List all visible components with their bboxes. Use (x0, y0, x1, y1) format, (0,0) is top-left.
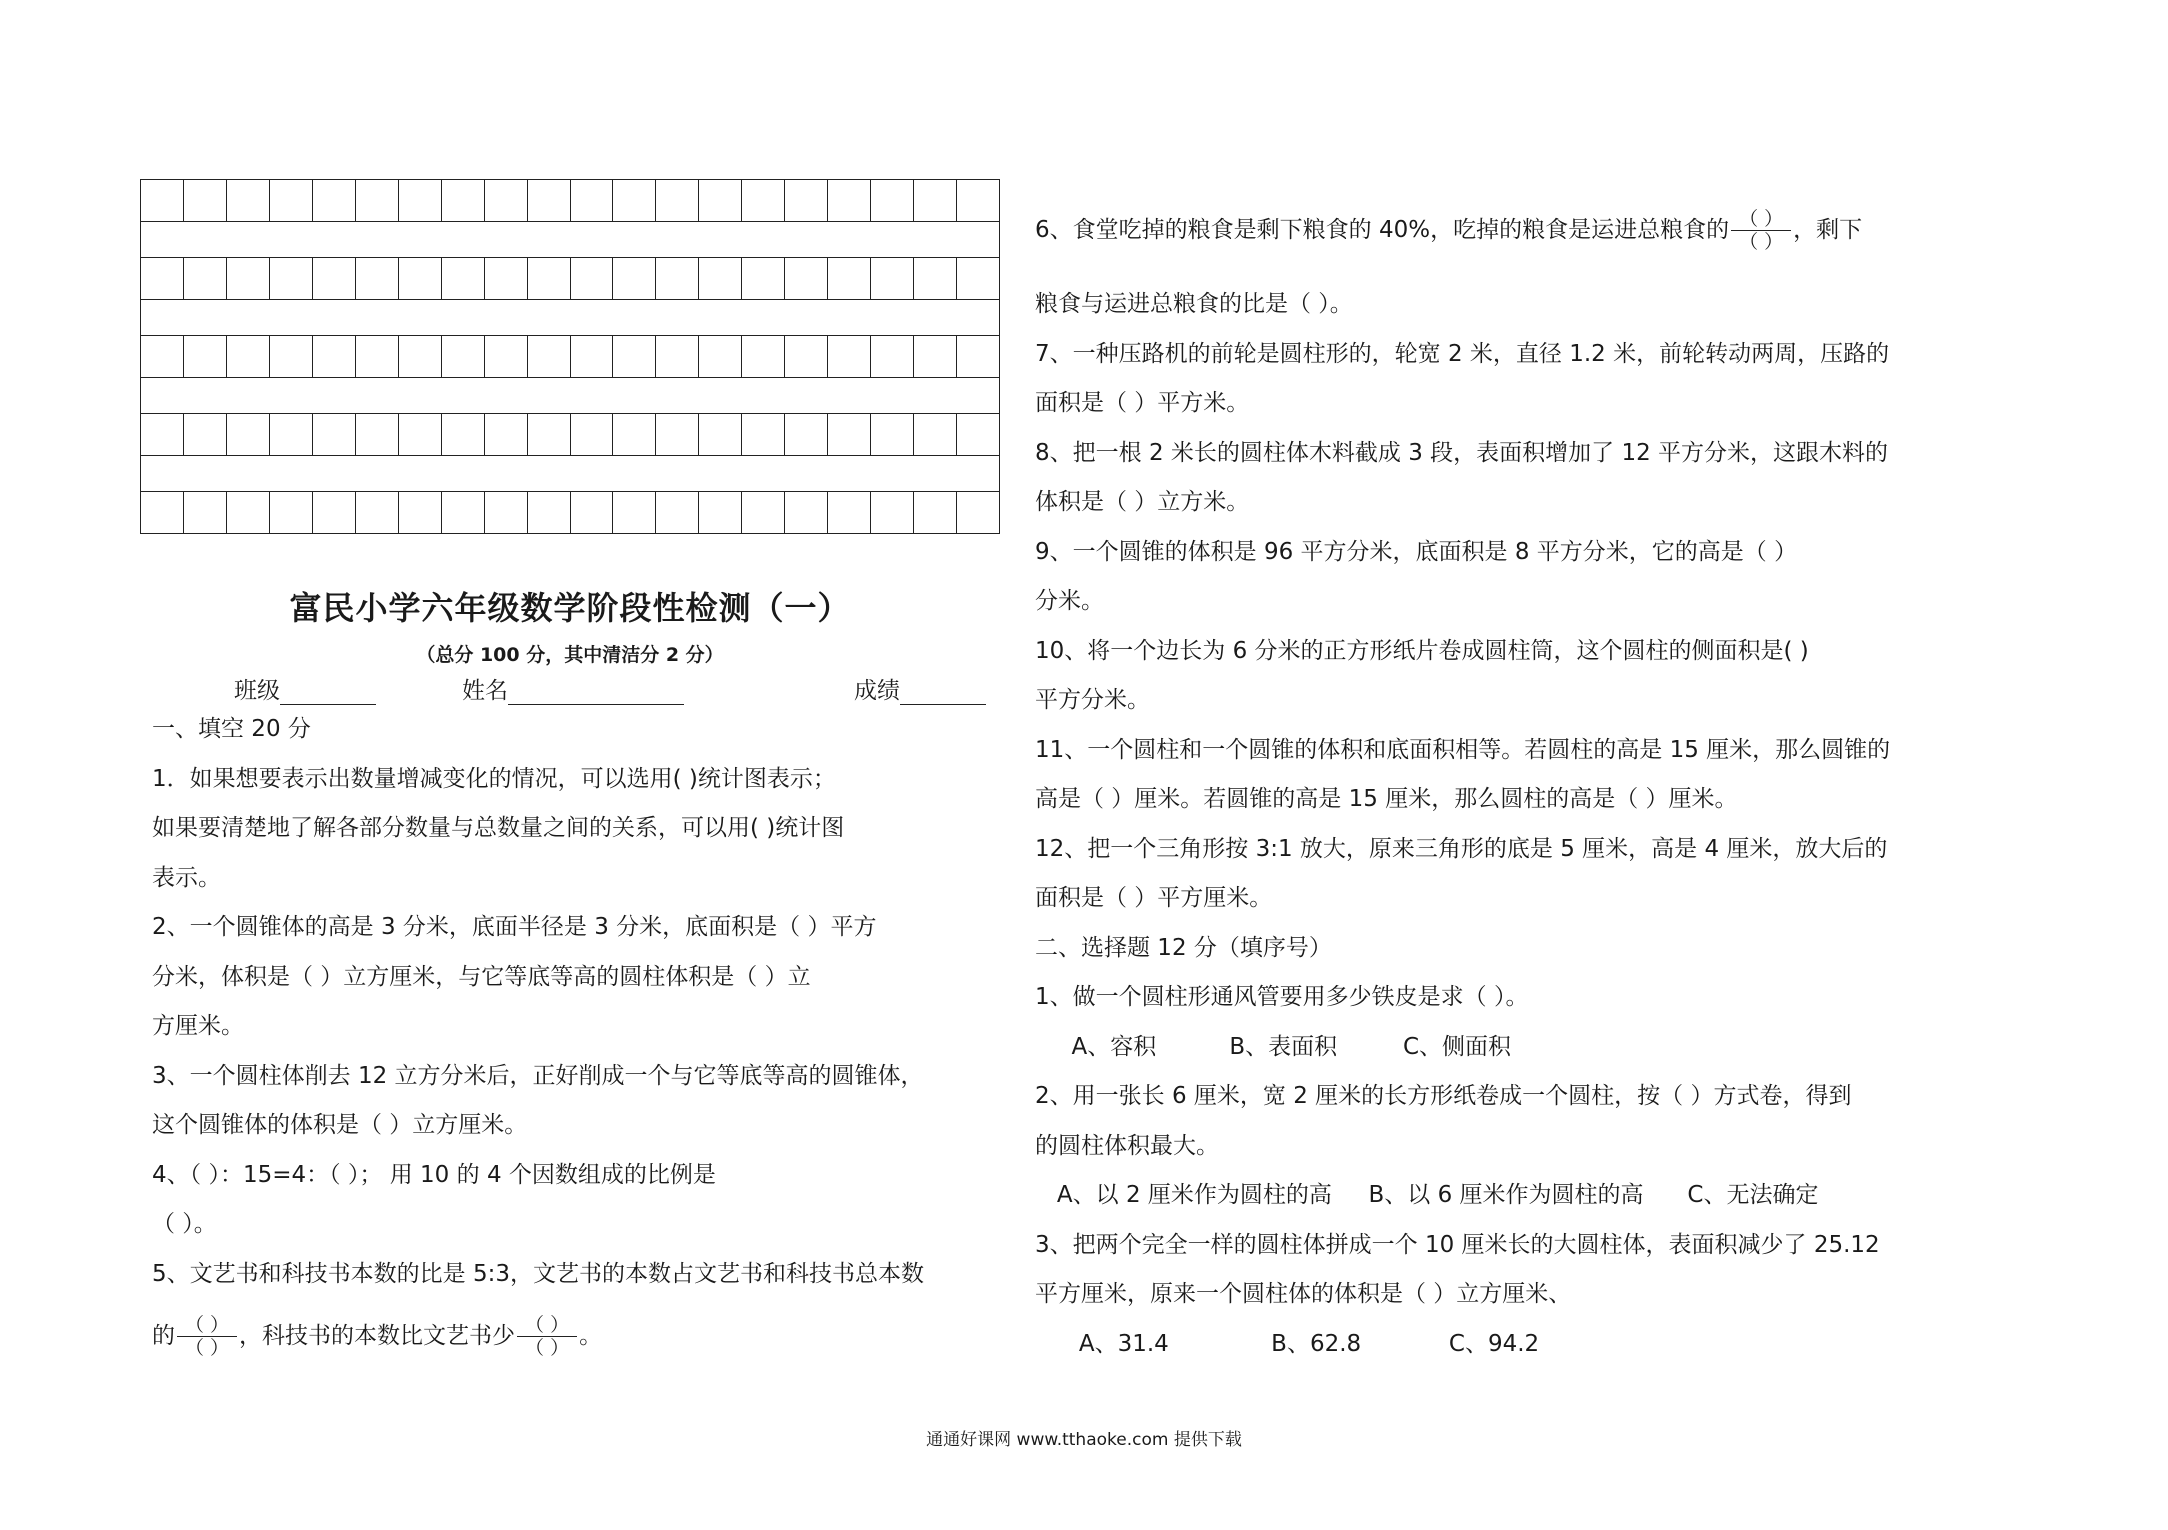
name-label: 姓名 (462, 678, 508, 704)
grid-cell (312, 179, 355, 222)
grid-cell (741, 491, 784, 534)
grid-cell (527, 335, 570, 378)
grid-cell (784, 257, 827, 300)
question-2: 2、一个圆锥体的高是 3 分米，底面半径是 3 分米，底面积是（ ）平方 (152, 914, 877, 940)
grid-cell (355, 413, 398, 456)
score-blank[interactable] (900, 678, 986, 705)
score-label: 成绩 (854, 678, 900, 704)
page-title: 富民小学六年级数学阶段性检测（一） (289, 589, 851, 627)
question-1-cont: 如果要清楚地了解各部分数量与总数量之间的关系，可以用( )统计图 (152, 815, 845, 841)
grid-cell (484, 335, 527, 378)
question-7: 7、一种压路机的前轮是圆柱形的，轮宽 2 米，直径 1.2 米，前轮转动两周，压路的 (1035, 340, 1890, 367)
grid-cell (269, 491, 312, 534)
question-5-cont: 的 $\frac{( )}{( )}$ ，科技书的本数比文艺书少 $\frac{( )}{( )}$ 。 (152, 1314, 603, 1359)
class-blank[interactable] (280, 678, 376, 705)
grid-cell (612, 413, 655, 456)
grid-cell (956, 335, 1000, 378)
grid-cell (484, 491, 527, 534)
grid-row (140, 335, 1000, 378)
grid-cell (913, 179, 956, 222)
choice-2: 2、用一张长 6 厘米，宽 2 厘米的长方形纸卷成一个圆柱，按（ ）方式卷，得到 (1035, 1083, 1852, 1109)
choice-3-options: A、31.4 B、62.8 C、94.2 (1035, 1330, 1540, 1357)
grid-cell (355, 179, 398, 222)
grid-cell (698, 257, 741, 300)
grid-cell (827, 257, 870, 300)
grid-cell (269, 179, 312, 222)
grid-row (140, 413, 1000, 456)
question-10: 10、将一个边长为 6 分米的正方形纸片卷成圆柱筒，这个圆柱的侧面积是( ) (1035, 637, 1809, 664)
grid-cell (441, 413, 484, 456)
grid-row (140, 491, 1000, 534)
grid-cell (527, 257, 570, 300)
grid-cell (655, 257, 698, 300)
grid-cell (612, 491, 655, 534)
grid-cell (956, 179, 1000, 222)
grid-cell (269, 335, 312, 378)
grid-cell (655, 491, 698, 534)
grid-cell (784, 179, 827, 222)
grid-cell (870, 335, 913, 378)
grid-cell (140, 257, 183, 300)
grid-cell (870, 257, 913, 300)
score-field (854, 672, 986, 705)
section-multiple-choice: 二、选择题 12 分（填序号） (1035, 934, 1332, 961)
grid-cell (183, 335, 226, 378)
grid-cell (870, 491, 913, 534)
question-1: 1．如果想要表示出数量增减变化的情况，可以选用( )统计图表示； (152, 765, 836, 792)
grid-cell (226, 491, 269, 534)
grid-cell (226, 257, 269, 300)
grid-cell (312, 257, 355, 300)
grid-cell (698, 491, 741, 534)
choice-3: 3、把两个完全一样的圆柱体拼成一个 10 厘米长的大圆柱体，表面积减少了 25.12 (1035, 1231, 1880, 1258)
grid-cell (655, 413, 698, 456)
question-5: 5、文艺书和科技书本数的比是 5:3，文艺书的本数占文艺书和科技书总本数 (152, 1260, 924, 1287)
class-label: 班级 (234, 678, 280, 704)
grid-cell (956, 257, 1000, 300)
grid-cell (913, 335, 956, 378)
question-1-cont: 表示。 (152, 864, 221, 891)
grid-cell (398, 335, 441, 378)
grid-cell (827, 335, 870, 378)
grid-cell (612, 335, 655, 378)
page-subtitle: （总分 100 分，其中清洁分 2 分） (416, 644, 724, 666)
fraction-blank[interactable]: $\frac{( )}{( )}$ (1731, 208, 1791, 253)
grid-cell (398, 257, 441, 300)
grid-cell (913, 257, 956, 300)
grid-cell (956, 413, 1000, 456)
question-7-cont: 面积是（ ）平方米。 (1035, 390, 1250, 416)
section-fill-blank: 一、填空 20 分 (152, 716, 311, 742)
grid-cell (441, 335, 484, 378)
grid-cell (398, 491, 441, 534)
choice-2-options: A、以 2 厘米作为圆柱的高 B、以 6 厘米作为圆柱的高 C、无法确定 (1035, 1182, 1819, 1208)
grid-cell (441, 491, 484, 534)
question-12: 12、把一个三角形按 3:1 放大，原来三角形的底是 5 厘米，高是 4 厘米，放大后的 (1035, 835, 1888, 862)
fraction-blank[interactable]: $\frac{( )}{( )}$ (177, 1314, 237, 1359)
grid-cell (741, 257, 784, 300)
grid-cell (827, 491, 870, 534)
footer-credit: 通通好课网 www.tthaoke.com 提供下载 (926, 1430, 1242, 1450)
question-9: 9、一个圆锥的体积是 96 平方分米，底面积是 8 平方分米，它的高是（ ） (1035, 538, 1798, 565)
question-2-cont: 方厘米。 (152, 1013, 244, 1039)
grid-cell (870, 413, 913, 456)
grid-cell (612, 179, 655, 222)
grid-cell (269, 257, 312, 300)
grid-row (140, 257, 1000, 300)
grid-cell (956, 491, 1000, 534)
grid-cell (140, 179, 183, 222)
grid-cell (441, 179, 484, 222)
grid-cell (827, 179, 870, 222)
grid-cell (355, 491, 398, 534)
class-field (234, 672, 376, 705)
grid-cell (226, 413, 269, 456)
grid-cell (398, 413, 441, 456)
grid-cell (741, 179, 784, 222)
grid-cell (655, 335, 698, 378)
grid-cell (741, 413, 784, 456)
question-2-cont: 分米，体积是（ ）立方厘米，与它等底等高的圆柱体积是（ ）立 (152, 963, 811, 990)
grid-cell (140, 413, 183, 456)
fraction-blank[interactable]: $\frac{( )}{( )}$ (517, 1314, 577, 1359)
grid-cell (913, 491, 956, 534)
choice-3-cont: 平方厘米，原来一个圆柱体的体积是（ ）立方厘米、 (1035, 1281, 1572, 1307)
question-11: 11、一个圆柱和一个圆锥的体积和底面积相等。若圆柱的高是 15 厘米，那么圆锥的 (1035, 736, 1891, 763)
name-field (462, 672, 684, 705)
grid-cell (312, 335, 355, 378)
grid-cell (312, 413, 355, 456)
grid-cell (784, 491, 827, 534)
question-3-cont: 这个圆锥体的体积是（ ）立方厘米。 (152, 1112, 528, 1138)
grid-cell (870, 179, 913, 222)
choice-1: 1、做一个圆柱形通风管要用多少铁皮是求（ ）。 (1035, 984, 1529, 1010)
grid-cell (355, 335, 398, 378)
grid-cell (484, 179, 527, 222)
writing-grid (140, 179, 1000, 534)
grid-cell (698, 335, 741, 378)
grid-cell (398, 179, 441, 222)
question-6: 6、食堂吃掉的粮食是剩下粮食的 40%，吃掉的粮食是运进总粮食的 $\frac{( )}{( )}$ ，剩下 (1035, 208, 1863, 253)
grid-cell (570, 179, 613, 222)
grid-cell (183, 257, 226, 300)
question-4-cont: （ ）。 (152, 1211, 217, 1237)
grid-cell (570, 257, 613, 300)
name-blank[interactable] (508, 678, 684, 705)
grid-cell (484, 257, 527, 300)
grid-cell (312, 491, 355, 534)
question-12-cont: 面积是（ ）平方厘米。 (1035, 885, 1273, 911)
grid-cell (698, 179, 741, 222)
grid-cell (913, 413, 956, 456)
question-8: 8、把一根 2 米长的圆柱体木料截成 3 段，表面积增加了 12 平方分米，这跟木料的 (1035, 439, 1889, 466)
grid-cell (183, 413, 226, 456)
question-3: 3、一个圆柱体削去 12 立方分米后，正好削成一个与它等底等高的圆锥体， (152, 1062, 924, 1089)
grid-cell (570, 491, 613, 534)
question-6-cont: 粮食与运进总粮食的比是（ ）。 (1035, 291, 1353, 317)
grid-cell (784, 335, 827, 378)
grid-cell (527, 491, 570, 534)
grid-cell (355, 257, 398, 300)
grid-cell (612, 257, 655, 300)
choice-1-options: A、容积 B、表面积 C、侧面积 (1035, 1033, 1512, 1060)
grid-cell (269, 413, 312, 456)
grid-cell (698, 413, 741, 456)
grid-cell (527, 413, 570, 456)
grid-cell (484, 413, 527, 456)
question-8-cont: 体积是（ ）立方米。 (1035, 489, 1250, 515)
grid-row (140, 179, 1000, 222)
question-11-cont: 高是（ ）厘米。若圆锥的高是 15 厘米，那么圆柱的高是（ ）厘米。 (1035, 786, 1738, 812)
grid-cell (140, 491, 183, 534)
choice-2-cont: 的圆柱体积最大。 (1035, 1132, 1219, 1159)
right-column (1035, 205, 1955, 1369)
grid-cell (183, 179, 226, 222)
grid-cell (827, 413, 870, 456)
grid-cell (741, 335, 784, 378)
grid-cell (527, 179, 570, 222)
grid-cell (226, 335, 269, 378)
question-10-cont: 平方分米。 (1035, 687, 1150, 713)
left-column (152, 705, 992, 1374)
grid-cell (784, 413, 827, 456)
question-9-cont: 分米。 (1035, 588, 1104, 614)
grid-cell (570, 413, 613, 456)
question-4: 4、（ ）：15=4：（ ）； 用 10 的 4 个因数组成的比例是 (152, 1161, 716, 1188)
grid-cell (183, 491, 226, 534)
grid-cell (441, 257, 484, 300)
grid-cell (226, 179, 269, 222)
grid-cell (655, 179, 698, 222)
grid-cell (570, 335, 613, 378)
grid-cell (140, 335, 183, 378)
